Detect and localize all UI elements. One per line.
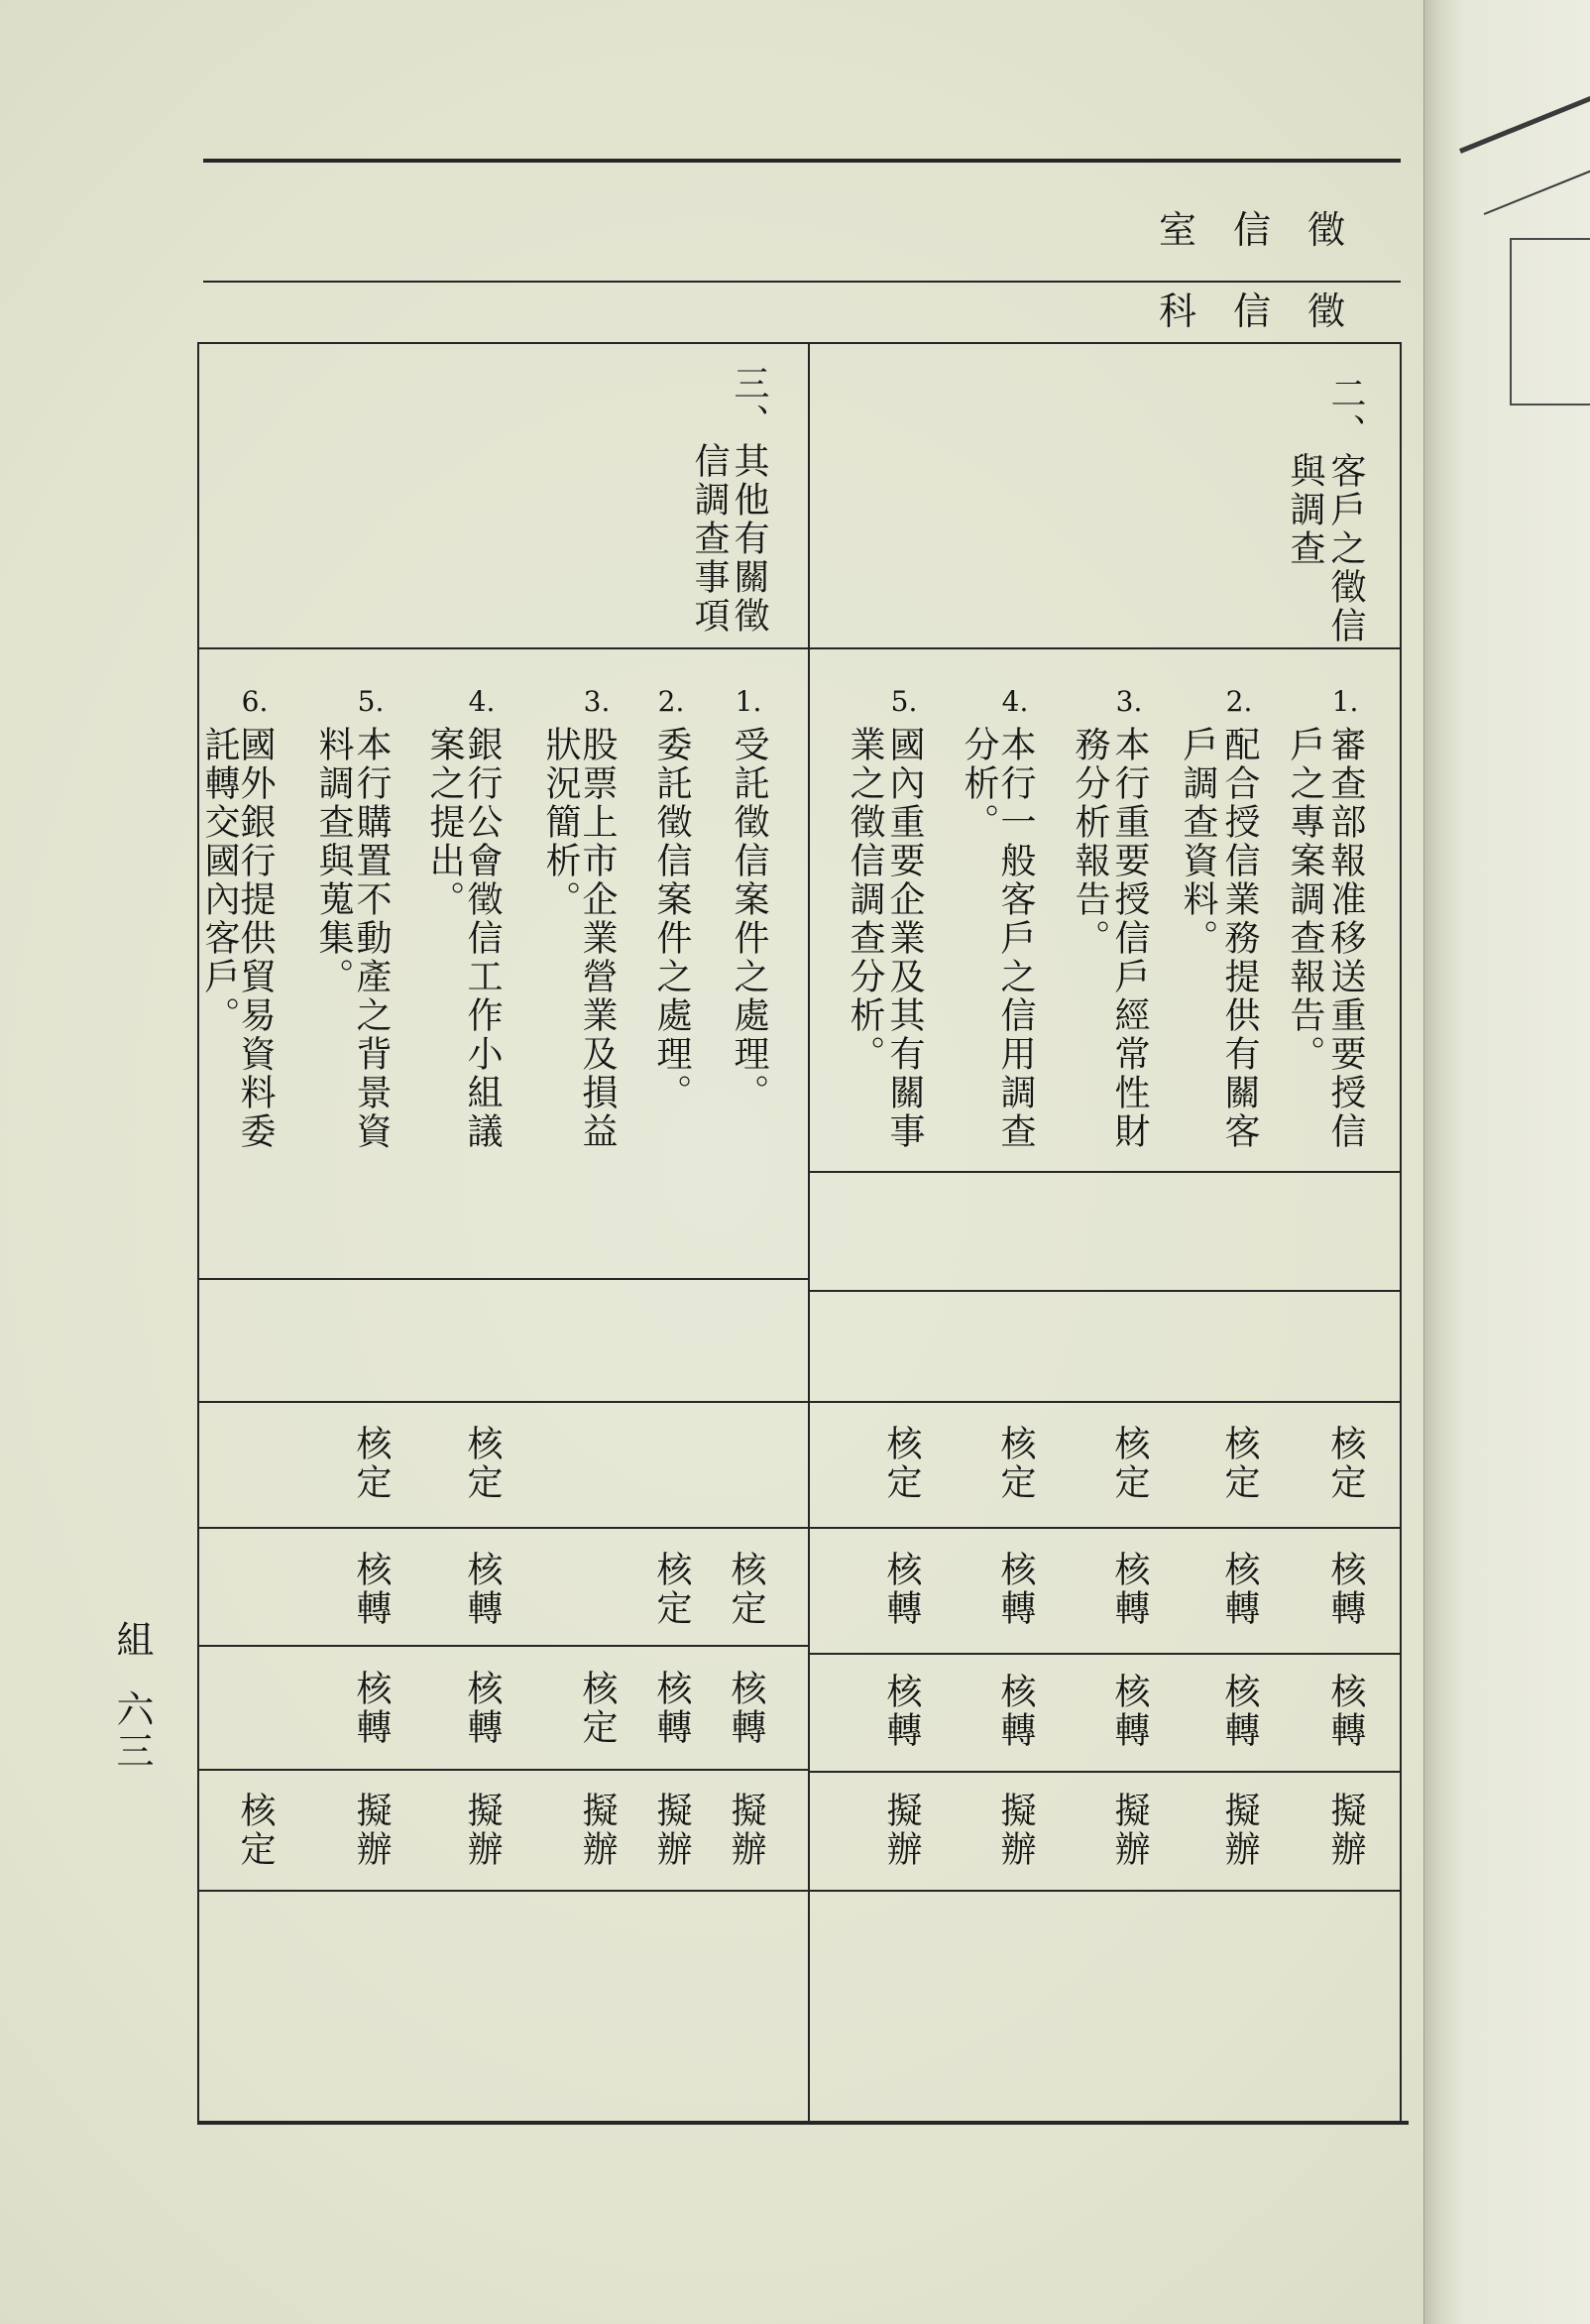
item-number: 5. (890, 685, 918, 718)
top-thick-rule (203, 159, 1401, 163)
table-rule (808, 1653, 1401, 1655)
approval-cell: 核轉 (1219, 1673, 1260, 1750)
item-text: 案之提出。 (424, 726, 465, 919)
item-text: 審查部報准移送重要授信 (1325, 726, 1366, 1151)
adjacent-page-rule (1459, 89, 1590, 154)
table-rule (197, 1401, 808, 1403)
table-left-border (197, 342, 199, 2123)
item-number: 4. (1001, 685, 1029, 718)
approval-cell: 核轉 (462, 1551, 503, 1628)
approval-cell: 核轉 (462, 1670, 503, 1747)
table-bottom-rule (197, 2121, 1409, 2125)
item-number: 6. (241, 685, 269, 718)
item-text: 託轉交國內客戶。 (199, 726, 240, 1035)
item-text: 股票上市企業營業及損益 (577, 726, 618, 1151)
category-rule (197, 647, 1402, 649)
table-rule (197, 1890, 808, 1892)
approval-cell: 核轉 (1109, 1673, 1150, 1750)
table-rule (808, 1890, 1401, 1892)
approval-cell: 擬辦 (726, 1792, 766, 1869)
item-number: 3. (583, 685, 611, 718)
item-number: 4. (468, 685, 496, 718)
item-text: 業之徵信調查分析。 (845, 726, 885, 1074)
approval-cell: 核定 (726, 1551, 766, 1628)
adjacent-page (1423, 0, 1590, 2324)
item-text: 本行購置不動產之背景資 (351, 726, 392, 1151)
adjacent-page-rule (1484, 162, 1590, 215)
item-text: 配合授信業務提供有關客 (1219, 726, 1260, 1151)
item-number: 1. (1331, 685, 1359, 718)
item-text: 本行重要授信戶經常性財 (1109, 726, 1150, 1151)
item-number: 2. (657, 685, 685, 718)
approval-cell: 核轉 (351, 1670, 392, 1747)
item-number: 5. (357, 685, 385, 718)
approval-cell: 擬辦 (1219, 1792, 1260, 1869)
approval-cell: 核轉 (726, 1670, 766, 1747)
category-heading: 信調查事項 (689, 442, 730, 636)
approval-cell: 擬辦 (462, 1792, 503, 1869)
approval-cell: 核轉 (881, 1551, 922, 1628)
chapter-label: 組 (110, 1620, 154, 1661)
approval-cell: 核轉 (1325, 1673, 1366, 1750)
item-text: 國外銀行提供貿易資料委 (235, 726, 276, 1151)
approval-cell: 核轉 (1219, 1551, 1260, 1628)
approval-cell: 核定 (651, 1551, 692, 1628)
approval-cell: 核轉 (651, 1670, 692, 1747)
table-rule (808, 1401, 1401, 1403)
item-text: 料調查與蒐集。 (313, 726, 354, 996)
item-text: 委託徵信案件之處理。 (651, 726, 692, 1112)
item-text: 國內重要企業及其有關事 (884, 726, 925, 1151)
item-text: 分析。 (959, 726, 999, 842)
approval-cell: 核定 (577, 1670, 618, 1747)
category-heading: 三、其他有關徵 (729, 365, 769, 636)
approval-cell: 擬辦 (881, 1792, 922, 1869)
item-number: 2. (1225, 685, 1253, 718)
approval-cell: 核轉 (1109, 1551, 1150, 1628)
approval-cell: 核定 (995, 1425, 1036, 1502)
page-number: 六三 (110, 1689, 154, 1773)
table-right-border (1400, 342, 1402, 2123)
category-heading: 與調查 (1285, 452, 1325, 568)
section-title: 徵信科 (1158, 290, 1382, 333)
item-number: 3. (1115, 685, 1143, 718)
approval-cell: 核定 (1325, 1425, 1366, 1502)
header-rule (203, 281, 1401, 283)
adjacent-page-box (1510, 238, 1590, 406)
approval-cell: 核轉 (995, 1551, 1036, 1628)
item-text: 狀況簡析。 (540, 726, 581, 919)
approval-cell: 擬辦 (1109, 1792, 1150, 1869)
table-rule (197, 1645, 808, 1647)
item-number: 1. (735, 685, 762, 718)
item-text: 務分析報告。 (1070, 726, 1110, 958)
approval-cell: 核定 (462, 1425, 503, 1502)
approval-cell: 核轉 (351, 1551, 392, 1628)
table-rule (808, 1171, 1401, 1173)
item-text: 銀行公會徵信工作小組議 (462, 726, 503, 1151)
table-rule (197, 1278, 808, 1280)
item-text: 戶調查資料。 (1178, 726, 1218, 958)
table-rule (197, 1769, 808, 1771)
approval-cell: 擬辦 (351, 1792, 392, 1869)
category-heading: 二、客戶之徵信 (1325, 375, 1366, 645)
approval-cell: 核轉 (995, 1673, 1036, 1750)
item-text: 本行一般客戶之信用調查 (995, 726, 1036, 1151)
table-rule (808, 1771, 1401, 1773)
approval-cell: 擬辦 (1325, 1792, 1366, 1869)
approval-cell: 核定 (881, 1425, 922, 1502)
table-top-rule (197, 342, 1402, 344)
table-rule (808, 1290, 1401, 1292)
approval-cell: 核定 (1219, 1425, 1260, 1502)
item-text: 受託徵信案件之處理。 (729, 726, 769, 1112)
table-rule (197, 1527, 808, 1529)
column-divider (808, 342, 810, 2123)
approval-cell: 擬辦 (577, 1792, 618, 1869)
approval-cell: 核定 (351, 1425, 392, 1502)
table-rule (808, 1527, 1401, 1529)
item-text: 戶之專案調查報告。 (1285, 726, 1325, 1074)
approval-cell: 擬辦 (651, 1792, 692, 1869)
office-title: 徵信室 (1158, 208, 1382, 252)
approval-cell: 擬辦 (995, 1792, 1036, 1869)
approval-cell: 核定 (235, 1792, 276, 1869)
approval-cell: 核轉 (881, 1673, 922, 1750)
approval-cell: 核定 (1109, 1425, 1150, 1502)
approval-cell: 核轉 (1325, 1551, 1366, 1628)
